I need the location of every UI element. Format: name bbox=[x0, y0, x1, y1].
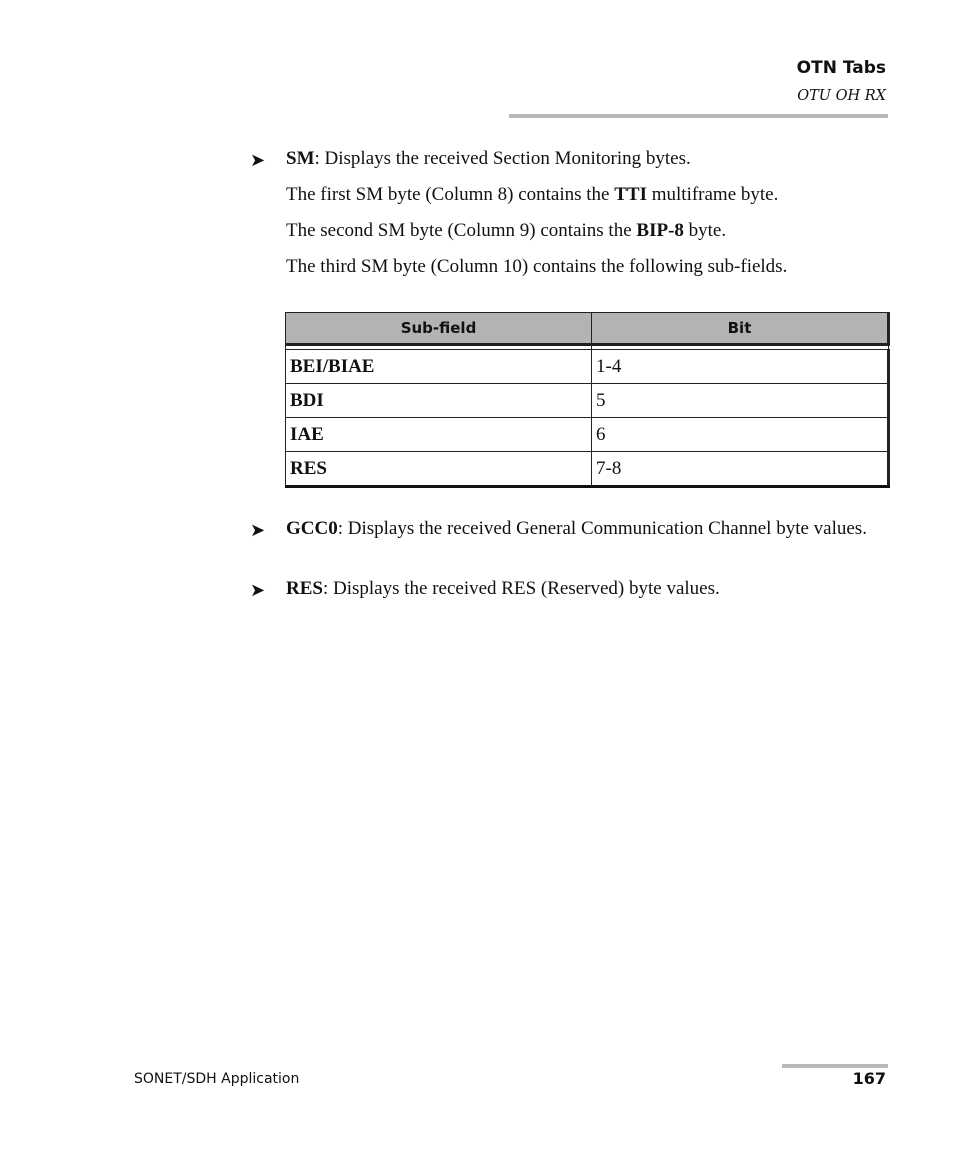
sm-first-byte-paragraph bbox=[286, 183, 876, 207]
page-number: 167 bbox=[852, 1069, 886, 1088]
bullet-arrow-icon: ➤ bbox=[250, 150, 266, 171]
header-rule bbox=[509, 114, 888, 118]
header-subtitle: OTU OH RX bbox=[797, 88, 886, 104]
sm-desc: : Displays the received Section Monitoring bytes. bbox=[314, 148, 691, 169]
subfield-name: IAE bbox=[286, 418, 592, 452]
subfield-bit: 5 bbox=[592, 384, 889, 418]
table-row bbox=[286, 384, 889, 418]
sm-p2-end: byte. bbox=[683, 220, 727, 241]
footer-rule bbox=[782, 1064, 888, 1068]
subfield-bit: 7-8 bbox=[592, 452, 889, 487]
gcc0-paragraph bbox=[286, 517, 876, 541]
subfield-name: RES bbox=[286, 452, 592, 487]
sm-p1-end: multiframe byte. bbox=[646, 184, 779, 205]
column-header-subfield: Sub-field bbox=[286, 313, 592, 345]
subfield-table bbox=[285, 312, 890, 488]
sm-second-byte-paragraph bbox=[286, 219, 876, 243]
tti-term: TTI bbox=[614, 184, 647, 205]
header-title: OTN Tabs bbox=[796, 58, 886, 78]
sm-p1-text: The first SM byte (Column 8) contains the bbox=[286, 184, 615, 205]
subfield-name: BDI bbox=[286, 384, 592, 418]
res-term: RES bbox=[286, 578, 323, 599]
bullet-arrow-icon: ➤ bbox=[250, 520, 266, 541]
table-row bbox=[286, 452, 889, 487]
gcc0-desc: : Displays the received General Communication Channel byte values. bbox=[337, 518, 867, 539]
bip8-term: BIP-8 bbox=[636, 220, 684, 241]
sm-paragraph bbox=[286, 147, 876, 171]
footer-document-title: SONET/SDH Application bbox=[134, 1071, 300, 1087]
table-row bbox=[286, 350, 889, 384]
sm-third-byte-paragraph: The third SM byte (Column 10) contains the following sub-fields. bbox=[286, 256, 788, 277]
res-paragraph bbox=[286, 577, 876, 601]
column-header-bit: Bit bbox=[592, 313, 889, 345]
bullet-arrow-icon: ➤ bbox=[250, 580, 266, 601]
subfield-bit: 1-4 bbox=[592, 350, 889, 384]
table-row bbox=[286, 418, 889, 452]
gcc0-term: GCC0 bbox=[286, 518, 338, 539]
table-header-row bbox=[286, 313, 889, 345]
res-desc: : Displays the received RES (Reserved) byte values. bbox=[322, 578, 720, 599]
sm-p2-text: The second SM byte (Column 9) contains the bbox=[286, 220, 637, 241]
subfield-name: BEI/BIAE bbox=[286, 350, 592, 384]
subfield-bit: 6 bbox=[592, 418, 889, 452]
sm-term: SM bbox=[286, 148, 315, 169]
